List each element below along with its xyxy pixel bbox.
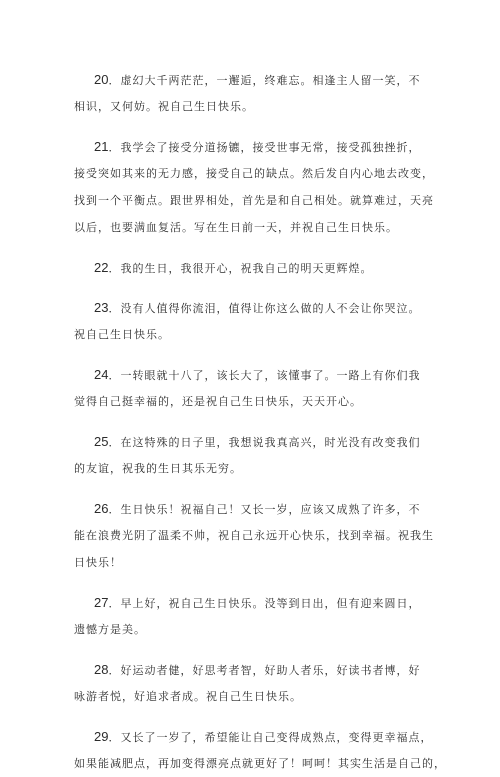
entry-line: 如果能减肥点，再加变得漂亮点就更好了！呵呵！其实生活是自己的， — [74, 757, 446, 770]
entry-text: ．没有人值得你流泪，值得让你这么做的人不会让你哭泣。 — [108, 302, 421, 315]
entry-29 — [74, 723, 446, 777]
entry-line — [94, 294, 426, 321]
entry-26 — [74, 495, 434, 576]
entry-number: 24 — [94, 367, 109, 382]
entry-line: 的友谊，祝我的生日其乐无穷。 — [74, 462, 242, 475]
entry-number: 23 — [94, 300, 109, 315]
entry-line — [94, 254, 426, 281]
entry-line: 能在浪费光阴了温柔不帅，祝自己永远开心快乐，找到幸福。祝我生 — [74, 529, 434, 542]
entry-text: ．在这特殊的日子里，我想说我真高兴，时光没有改变我们 — [108, 436, 421, 449]
entry-text: ．好运动者健，好思考者智，好助人者乐，好读书者博，好 — [108, 664, 421, 677]
entry-line: 以后，也要满血复活。写在生日前一天，并祝自己生日快乐。 — [74, 221, 398, 234]
entry-number: 25 — [94, 434, 109, 449]
entry-line — [94, 495, 426, 522]
entry-line: 遗憾方是美。 — [74, 623, 146, 636]
entry-line — [94, 361, 426, 388]
entry-22 — [94, 254, 426, 281]
entry-line: 日快乐！ — [74, 556, 122, 569]
entry-text: ．早上好，祝自己生日快乐。没等到日出，但有迎来圆日， — [108, 597, 421, 610]
entry-text: ．生日快乐！祝福自己！又长一岁，应该又成熟了许多，不 — [108, 503, 421, 516]
entry-line — [94, 723, 433, 750]
entry-line — [94, 656, 426, 683]
entry-line: 找到一个平衡点。跟世界相处，首先是和自己相处。就算难过，天亮 — [74, 194, 434, 207]
entry-24 — [74, 361, 426, 415]
entry-number: 22 — [94, 260, 109, 275]
entry-line: 相识，又何妨。祝自己生日快乐。 — [74, 100, 254, 113]
entry-line: 觉得自己挺幸福的，还是祝自己生日快乐，天天开心。 — [74, 395, 362, 408]
entry-number: 26 — [94, 501, 109, 516]
entry-27 — [74, 589, 426, 643]
entry-number: 29 — [94, 729, 109, 744]
entry-number: 27 — [94, 595, 109, 610]
entry-number: 21 — [94, 139, 109, 154]
entry-text: ．一转眼就十八了，该长大了，该懂事了。一路上有你们我 — [108, 369, 421, 382]
entry-line — [94, 428, 426, 455]
entry-28 — [74, 656, 426, 710]
entry-line: 咏游者悦，好追求者成。祝自己生日快乐。 — [74, 690, 302, 703]
entry-number: 28 — [94, 662, 109, 677]
entry-25 — [74, 428, 426, 482]
entry-line — [94, 589, 426, 616]
entry-line — [94, 133, 426, 160]
entry-23 — [74, 294, 426, 348]
entry-21 — [74, 133, 434, 241]
entry-20 — [74, 66, 426, 120]
entry-line — [94, 66, 426, 93]
entry-line: 祝自己生日快乐。 — [74, 328, 170, 341]
entry-text: ．虚幻大千两茫茫，一邂逅，终难忘。相逢主人留一笑，不 — [108, 74, 421, 87]
entry-text: ．又长了一岁了，希望能让自己变得成熟点，变得更幸福点， — [108, 731, 433, 744]
entry-line: 接受突如其来的无力感，接受自己的缺点。然后发自内心地去改变， — [74, 167, 434, 180]
entry-number: 20 — [94, 72, 109, 87]
entry-text: ．我的生日，我很开心，祝我自己的明天更辉煌。 — [108, 262, 373, 275]
entry-text: ．我学会了接受分道扬镳，接受世事无常，接受孤独挫折， — [108, 141, 421, 154]
